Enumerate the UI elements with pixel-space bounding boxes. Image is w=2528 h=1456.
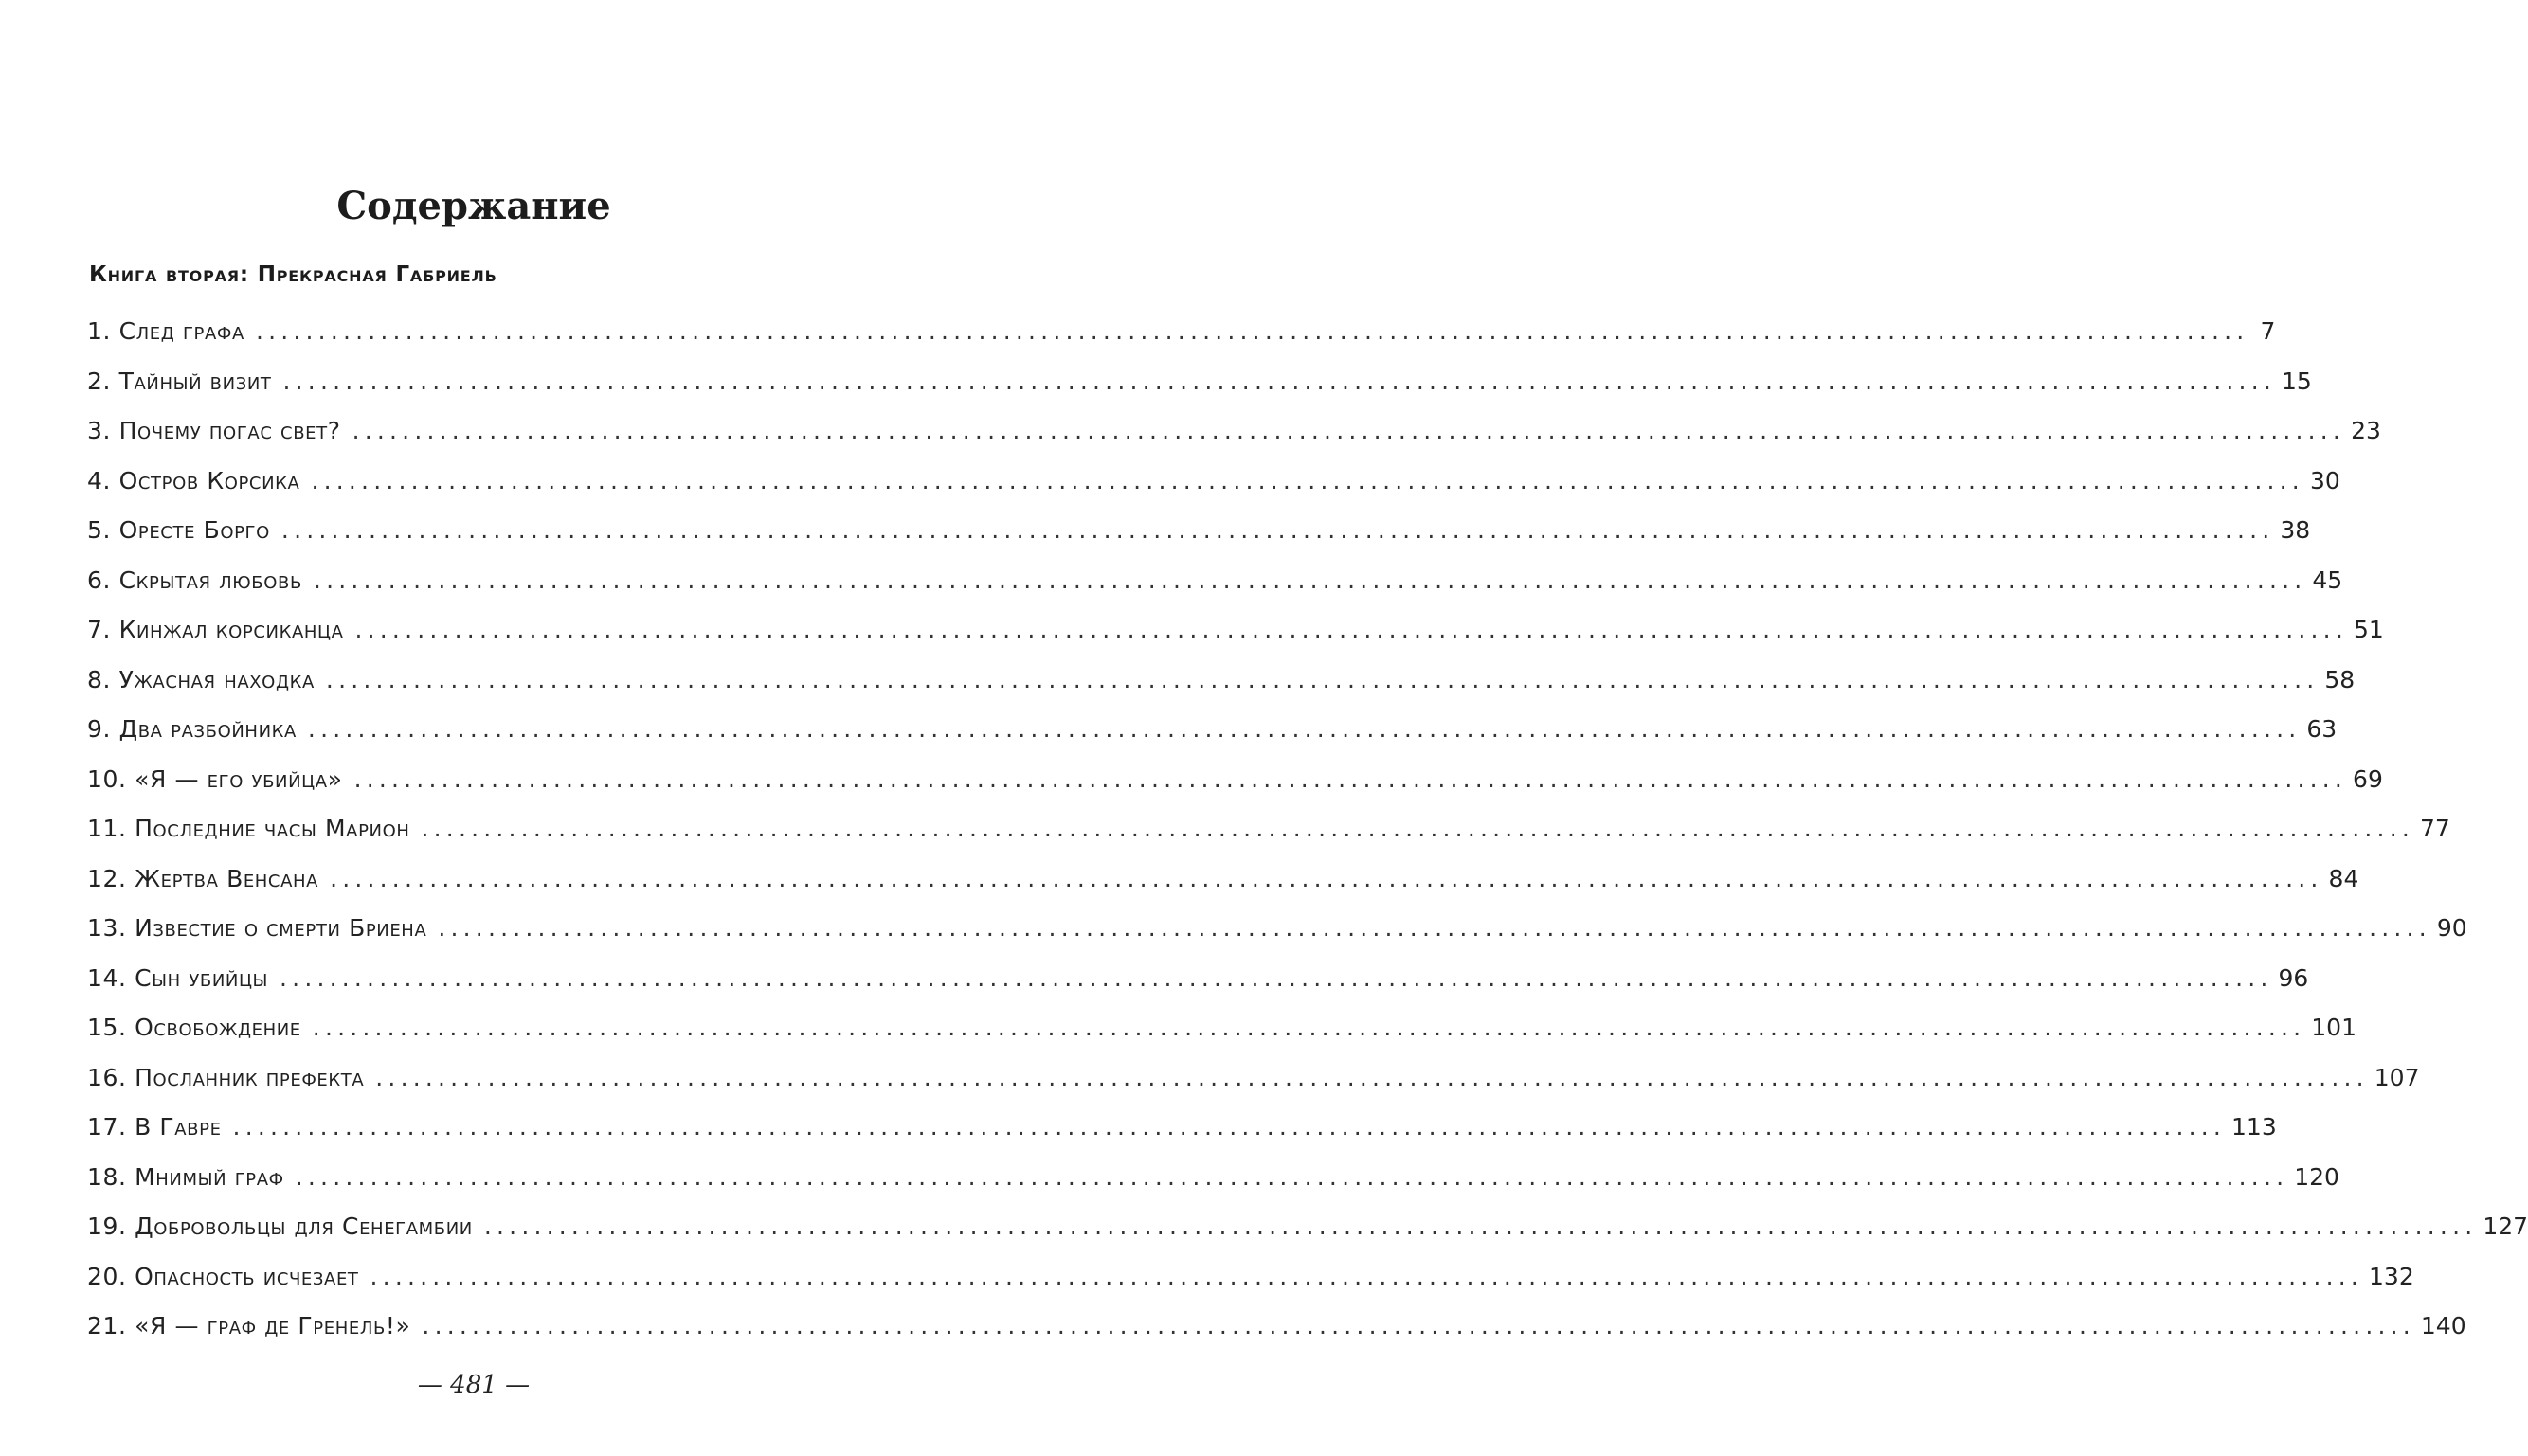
toc-entry-page: 132 xyxy=(2369,1262,2414,1290)
toc-entry-title: 1. След графа xyxy=(87,317,244,345)
toc-entry-page: 107 xyxy=(2374,1063,2420,1091)
toc-entry-page: 15 xyxy=(2281,367,2312,395)
toc-entry-title: 12. Жертва Венсана xyxy=(87,864,319,892)
toc-entry-title: 5. Оресте Борго xyxy=(87,516,270,544)
toc-entry xyxy=(87,1053,2420,1104)
toc-entry xyxy=(87,506,2311,556)
toc-entry xyxy=(87,1103,2277,1153)
dot-leader: ................................................................................................................................................................ xyxy=(422,1312,2415,1339)
dot-leader: ................................................................................................................................................................ xyxy=(370,1262,2364,1290)
toc-entry-page: 101 xyxy=(2311,1014,2356,1041)
page-title: Содержание xyxy=(336,184,611,228)
dot-leader: ................................................................................................................................................................ xyxy=(438,914,2431,942)
dot-leader: ................................................................................................................................................................ xyxy=(483,1213,2478,1240)
dot-leader: ................................................................................................................................................................ xyxy=(354,616,2348,643)
toc-entry-page: 77 xyxy=(2419,815,2450,842)
toc-entry xyxy=(87,1252,2414,1303)
toc-entry-page: 96 xyxy=(2278,963,2309,992)
toc-entry xyxy=(87,406,2381,457)
toc-entry-page: 69 xyxy=(2353,764,2383,793)
toc-entry-title: 11. Последние часы Марион xyxy=(87,815,410,842)
book-title: Книга вторая: Прекрасная Габриель xyxy=(89,262,497,287)
toc-entry-title: 6. Скрытая любовь xyxy=(87,566,302,594)
dot-leader: ................................................................................................................................................................ xyxy=(330,864,2323,892)
toc-entry-title: 20. Опасность исчезает xyxy=(87,1262,359,1290)
toc-entry xyxy=(87,854,2359,905)
toc-entry xyxy=(87,954,2309,1004)
toc-entry-title: 17. В Гавре xyxy=(87,1113,222,1141)
toc-entry-page: 140 xyxy=(2420,1312,2466,1339)
toc-entry-page: 51 xyxy=(2353,616,2384,643)
toc-entry-title: 8. Ужасная находка xyxy=(87,665,315,693)
toc-entry-title: 2. Тайный визит xyxy=(87,367,272,395)
toc-entry-page: 45 xyxy=(2312,566,2343,594)
toc-entry-title: 18. Мнимый граф xyxy=(87,1162,284,1191)
dot-leader: ................................................................................................................................................................ xyxy=(295,1162,2289,1191)
toc-entry xyxy=(87,457,2340,507)
toc-entry xyxy=(87,556,2343,606)
dot-leader: ................................................................................................................................................................ xyxy=(352,417,2346,444)
toc-entry-page: 63 xyxy=(2306,715,2338,743)
toc-entry-page: 127 xyxy=(2483,1213,2528,1240)
toc-entry xyxy=(87,1202,2528,1252)
toc-entry-page: 84 xyxy=(2328,864,2359,892)
toc-entry-title: 19. Добровольцы для Сенегамбии xyxy=(87,1213,473,1240)
toc-entry-page: 23 xyxy=(2351,417,2381,444)
toc-entry xyxy=(87,656,2356,706)
dot-leader: ................................................................................................................................................................ xyxy=(375,1063,2369,1091)
toc-entry-title: 13. Известие о смерти Бриена xyxy=(87,914,427,942)
toc-entry-title: 9. Два разбойника xyxy=(87,715,297,743)
dot-leader: ................................................................................................................................................................ xyxy=(421,815,2414,842)
toc-entry-page: 90 xyxy=(2436,914,2467,942)
toc-entry xyxy=(87,357,2312,407)
toc-entry-page: 113 xyxy=(2231,1113,2277,1141)
toc-entry xyxy=(87,1003,2356,1053)
toc-entry xyxy=(87,1153,2339,1203)
dot-leader: ................................................................................................................................................................ xyxy=(312,1014,2306,1041)
toc-entry-title: 15. Освобождение xyxy=(87,1014,301,1041)
dot-leader: ................................................................................................................................................................ xyxy=(282,367,2276,395)
toc-entry-title: 16. Посланник префекта xyxy=(87,1063,365,1091)
toc-entry xyxy=(87,307,2276,357)
toc-entry-page: 120 xyxy=(2294,1162,2339,1191)
toc-entry xyxy=(87,904,2467,954)
toc-entry-title: 21. «Я — граф де Гренель!» xyxy=(87,1312,411,1339)
dot-leader: ................................................................................................................................................................ xyxy=(280,516,2275,544)
toc-entry-page: 58 xyxy=(2324,665,2356,693)
toc-entry-title: 4. Остров Корсика xyxy=(87,466,300,494)
toc-entry-title: 10. «Я — его убийца» xyxy=(87,764,343,793)
toc-entry-page: 30 xyxy=(2309,466,2340,494)
dot-leader: ................................................................................................................................................................ xyxy=(325,665,2320,693)
dot-leader: ................................................................................................................................................................ xyxy=(353,764,2348,793)
dot-leader: ................................................................................................................................................................ xyxy=(280,963,2273,992)
toc-entry xyxy=(87,755,2383,805)
toc-entry xyxy=(87,605,2384,656)
dot-leader: ................................................................................................................................................................ xyxy=(311,466,2304,494)
toc-entry xyxy=(87,1302,2466,1352)
dot-leader: ................................................................................................................................................................ xyxy=(313,566,2307,594)
toc-entry xyxy=(87,804,2450,854)
page-number: — 481 — xyxy=(417,1371,531,1399)
toc-entry-page: 7 xyxy=(2260,317,2276,345)
toc-entry-title: 14. Сын убийцы xyxy=(87,963,269,992)
dot-leader: ................................................................................................................................................................ xyxy=(307,715,2302,743)
table-of-contents xyxy=(87,307,2528,1352)
toc-entry xyxy=(87,705,2338,755)
toc-entry-page: 38 xyxy=(2280,516,2311,544)
dot-leader: ................................................................................................................................................................ xyxy=(255,317,2249,345)
toc-entry-title: 7. Кинжал корсиканца xyxy=(87,616,344,643)
dot-leader: ................................................................................................................................................................ xyxy=(232,1113,2227,1141)
toc-entry-title: 3. Почему погас свет? xyxy=(87,417,341,444)
